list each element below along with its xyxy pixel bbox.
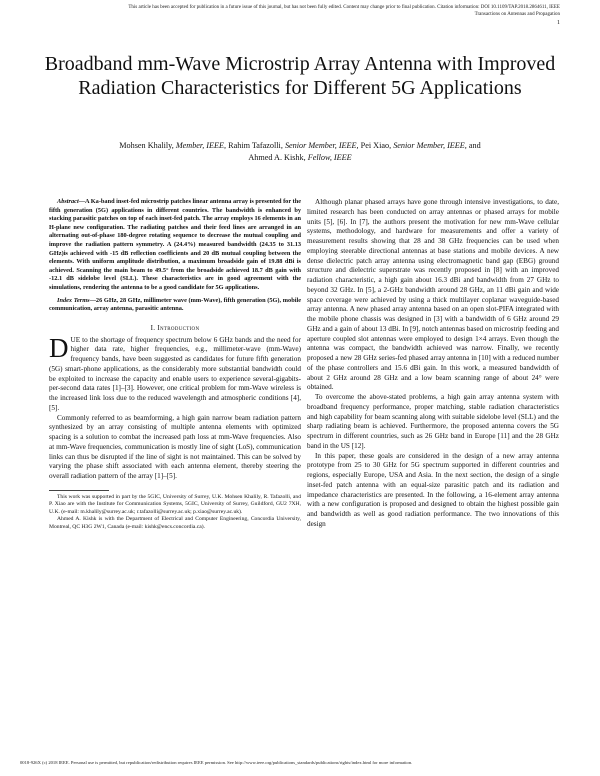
paper-title: Broadband mm-Wave Microstrip Array Antenna with Improved Radiation Characteristics for Different 5G Applications — [44, 53, 556, 99]
drop-cap-letter: D — [49, 332, 69, 363]
author-role: Fellow, IEEE — [307, 153, 352, 162]
footnote-affiliation-kishk: Ahmed A. Kishk is with the Department of Electrical and Computer Engineering, Concordia University, Montreal, QC H3G 2W1, Canada (e-mail: kishk@encs.concordia.ca). — [49, 516, 301, 530]
intro-paragraph-2: Commonly referred to as beamforming, a high gain narrow beam radiation pattern synthesized by an array consisting of multiple antenna elements with optimized spacing is a solution to combat the increased path loss at mm-Wave frequencies. Also at mm-Wave frequencies, communication is mostly line of sight (LoS), communication links can thus be disrupted if the line of sight is not maintained. This can be solved by varying the phase shift associated with each antenna element, thereby steering the overall radiation pattern of the array [1]–[5]. — [49, 413, 301, 481]
author-list — [60, 140, 540, 164]
header-note-line2: Transactions on Antennas and Propagation — [474, 12, 560, 17]
author-separator: and — [468, 141, 481, 150]
author-role: Senior Member, IEEE, — [284, 141, 359, 150]
right-column — [307, 198, 559, 530]
index-terms — [49, 297, 301, 314]
page-number: 1 — [557, 20, 560, 26]
author-role: Member, IEEE, — [175, 141, 227, 150]
copyright-footer: 0018-926X (c) 2018 IEEE. Personal use is permitted, but republication/redistribution requires IEEE permission. See http://www.ieee.org/publications_standards/publications/rights/index.html for more information. — [20, 760, 413, 765]
right-paragraph-2: To overcome the above-stated problems, a high gain array antenna system with broadband frequency performance, proper matching, stable radiation characteristics and high capability for beam scanning along with suitable sidelobe level (SLL) and the sharp radiating beam is achieved. Furthermore, the proposed antenna covers the 5G spectrum in different countries, such as 26 GHz band in Europe [11] and the 28 GHz band in the US [12]. — [307, 393, 559, 450]
footnote-divider — [49, 490, 109, 491]
footnote-funding-affiliation: This work was supported in part by the 5GIC, University of Surrey, U.K. Mohsen Khalily, R. Tafazolli, and P. Xiao are with the Institute for Communication Systems, 5GIC, University of Surrey, Guildford, GU2 7XH, U.K. (e-mail: m.khalily@surrey.ac.uk; r.tafazolli@surrey.ac.uk; p.xiao@surrey.ac.uk). — [49, 493, 301, 515]
abstract-label: Abstract — [57, 198, 79, 205]
author-role: Senior Member, IEEE, — [393, 141, 467, 150]
author-name: Ahmed A. Kishk, — [248, 153, 306, 162]
right-paragraph-1: Although planar phased arrays have gone through intensive investigations, to date, limited research has been conducted on array antennas or phased arrays for mobile units [5], [6]. In [7], the authors present the motivation for new mm-Wave cellular systems, methodology, and hardware for measurements and offer a variety of measurement results showing that 28 and 38 GHz frequencies can be used when employing steerable directional antennas at base stations and mobile devices. A new dense dielectric patch array antenna using electromagnetic band gap (EBG) ground structure and dielectric superstrate was recently proposed in [8] with an improved radiation characteristic, a high gain about 16.3 dBi and bandwidth from 27 GHz to beyond 32 GHz. In [5], a 2-GHz bandwidth around 28 GHz, an 11 dBi gain and wide space coverage were achieved by using a thick multilayer coplanar waveguide-based array antenna. A new phased array antenna based on an open slot-PIFA integrated with the mobile phone chassis was designed in [3] with a bandwidth of 6 GHz around 29 GHz and a gain of about 13 dBi. In [9], notch antennas based on microstrip feeding and aperture coupled slot antennas were employed to design 1×4 arrays. Even though the antenna was compact, the bandwidth achieved was narrow. Finally, we recently proposed a new 28 GHz series-fed phased array antenna in [10] with a reduced number of the phase controllers and 15.6 dBi gain. In this work, a measured bandwidth of about 2 GHz around 28 GHz and a low beam scanning range of about 24° were obtained. — [307, 198, 559, 392]
header-note-line1: This article has been accepted for publication in a future issue of this journal, but has not been fully edited. Content may change prior to final publication. Citation information: DOI 10.1109/TAP.2018.2864611, IEEE — [128, 5, 560, 10]
author-name: Mohsen Khalily, — [119, 141, 174, 150]
intro-paragraph-1 — [49, 332, 301, 414]
author-name: Pei Xiao, — [360, 141, 392, 150]
abstract-text: —A Ka-band inset-fed microstrip patches linear antenna array is presented for the fifth generation (5G) applications in different countries. The bandwidth is enhanced by stacking parasitic patches on top of each inset-fed patch. The array employs 16 elements in an H-plane new configuration. The radiating patches and their feed lines are arranged in an alternating out-of-phase 180-degree rotating sequence to decrease the mutual coupling and improve the radiation pattern symmetry. A (24.4%) measured bandwidth (24.35 to 31.13 GHz)is achieved with -15 dB reflection coefficients and 20 dB mutual coupling between the elements. With uniform amplitude distribution, a maximum broadside gain of 19.88 dBi is achieved. Scanning the main beam to 49.5° from the broadside achieved 18.7 dB gain with -12.1 dB sidelobe level (SLL). These characteristics are in good agreement with the simulations, rendering the antenna to be a good candidate for 5G applications. — [49, 198, 301, 291]
index-terms-text: —26 GHz, 28 GHz, millimeter wave (mm-Wave), fifth generation (5G), mobile communication, array antenna, parasitic antenna. — [49, 296, 301, 313]
right-paragraph-3: In this paper, these goals are considered in the design of a new array antenna prototype from 25 to 30 GHz for 5G spectrum supported in different countries and regions, especially Europe, USA and Asia. In the next section, the design of a single inset-fed patch antenna with an equal-size parasitic patch and its radiation and impedance characteristics are presented. In the following, a 16-element array antenna with a new configuration is proposed and designed to obtain the highest possible gain and bandwidth as well as good radiation performance. The two innovations of this design — [307, 451, 559, 528]
index-terms-label: Index Terms — [57, 296, 90, 304]
author-name: Rahim Tafazolli, — [228, 141, 283, 150]
intro-paragraph-1-text: UE to the shortage of frequency spectrum below 6 GHz bands and the need for higher data rate, higher frequencies, e.g., millimeter-wave (mm-Wave) frequency bands, have been suggested as candidates for future fifth generation (5G) smart-phone applications, as the considerably more substantial bandwidth could be exploited to increase the capacity and enable users to experience several-gigabits-per-second data rates [1]–[3]. However, one critical problem for mm-Wave wireless is the increased link loss due to the reduced wavelength and atmospheric conditions [4], [5]. — [49, 335, 301, 412]
left-column — [49, 198, 301, 531]
publication-header-note — [40, 4, 560, 18]
section-heading-introduction: I. Introduction — [150, 323, 200, 332]
abstract — [49, 198, 301, 293]
